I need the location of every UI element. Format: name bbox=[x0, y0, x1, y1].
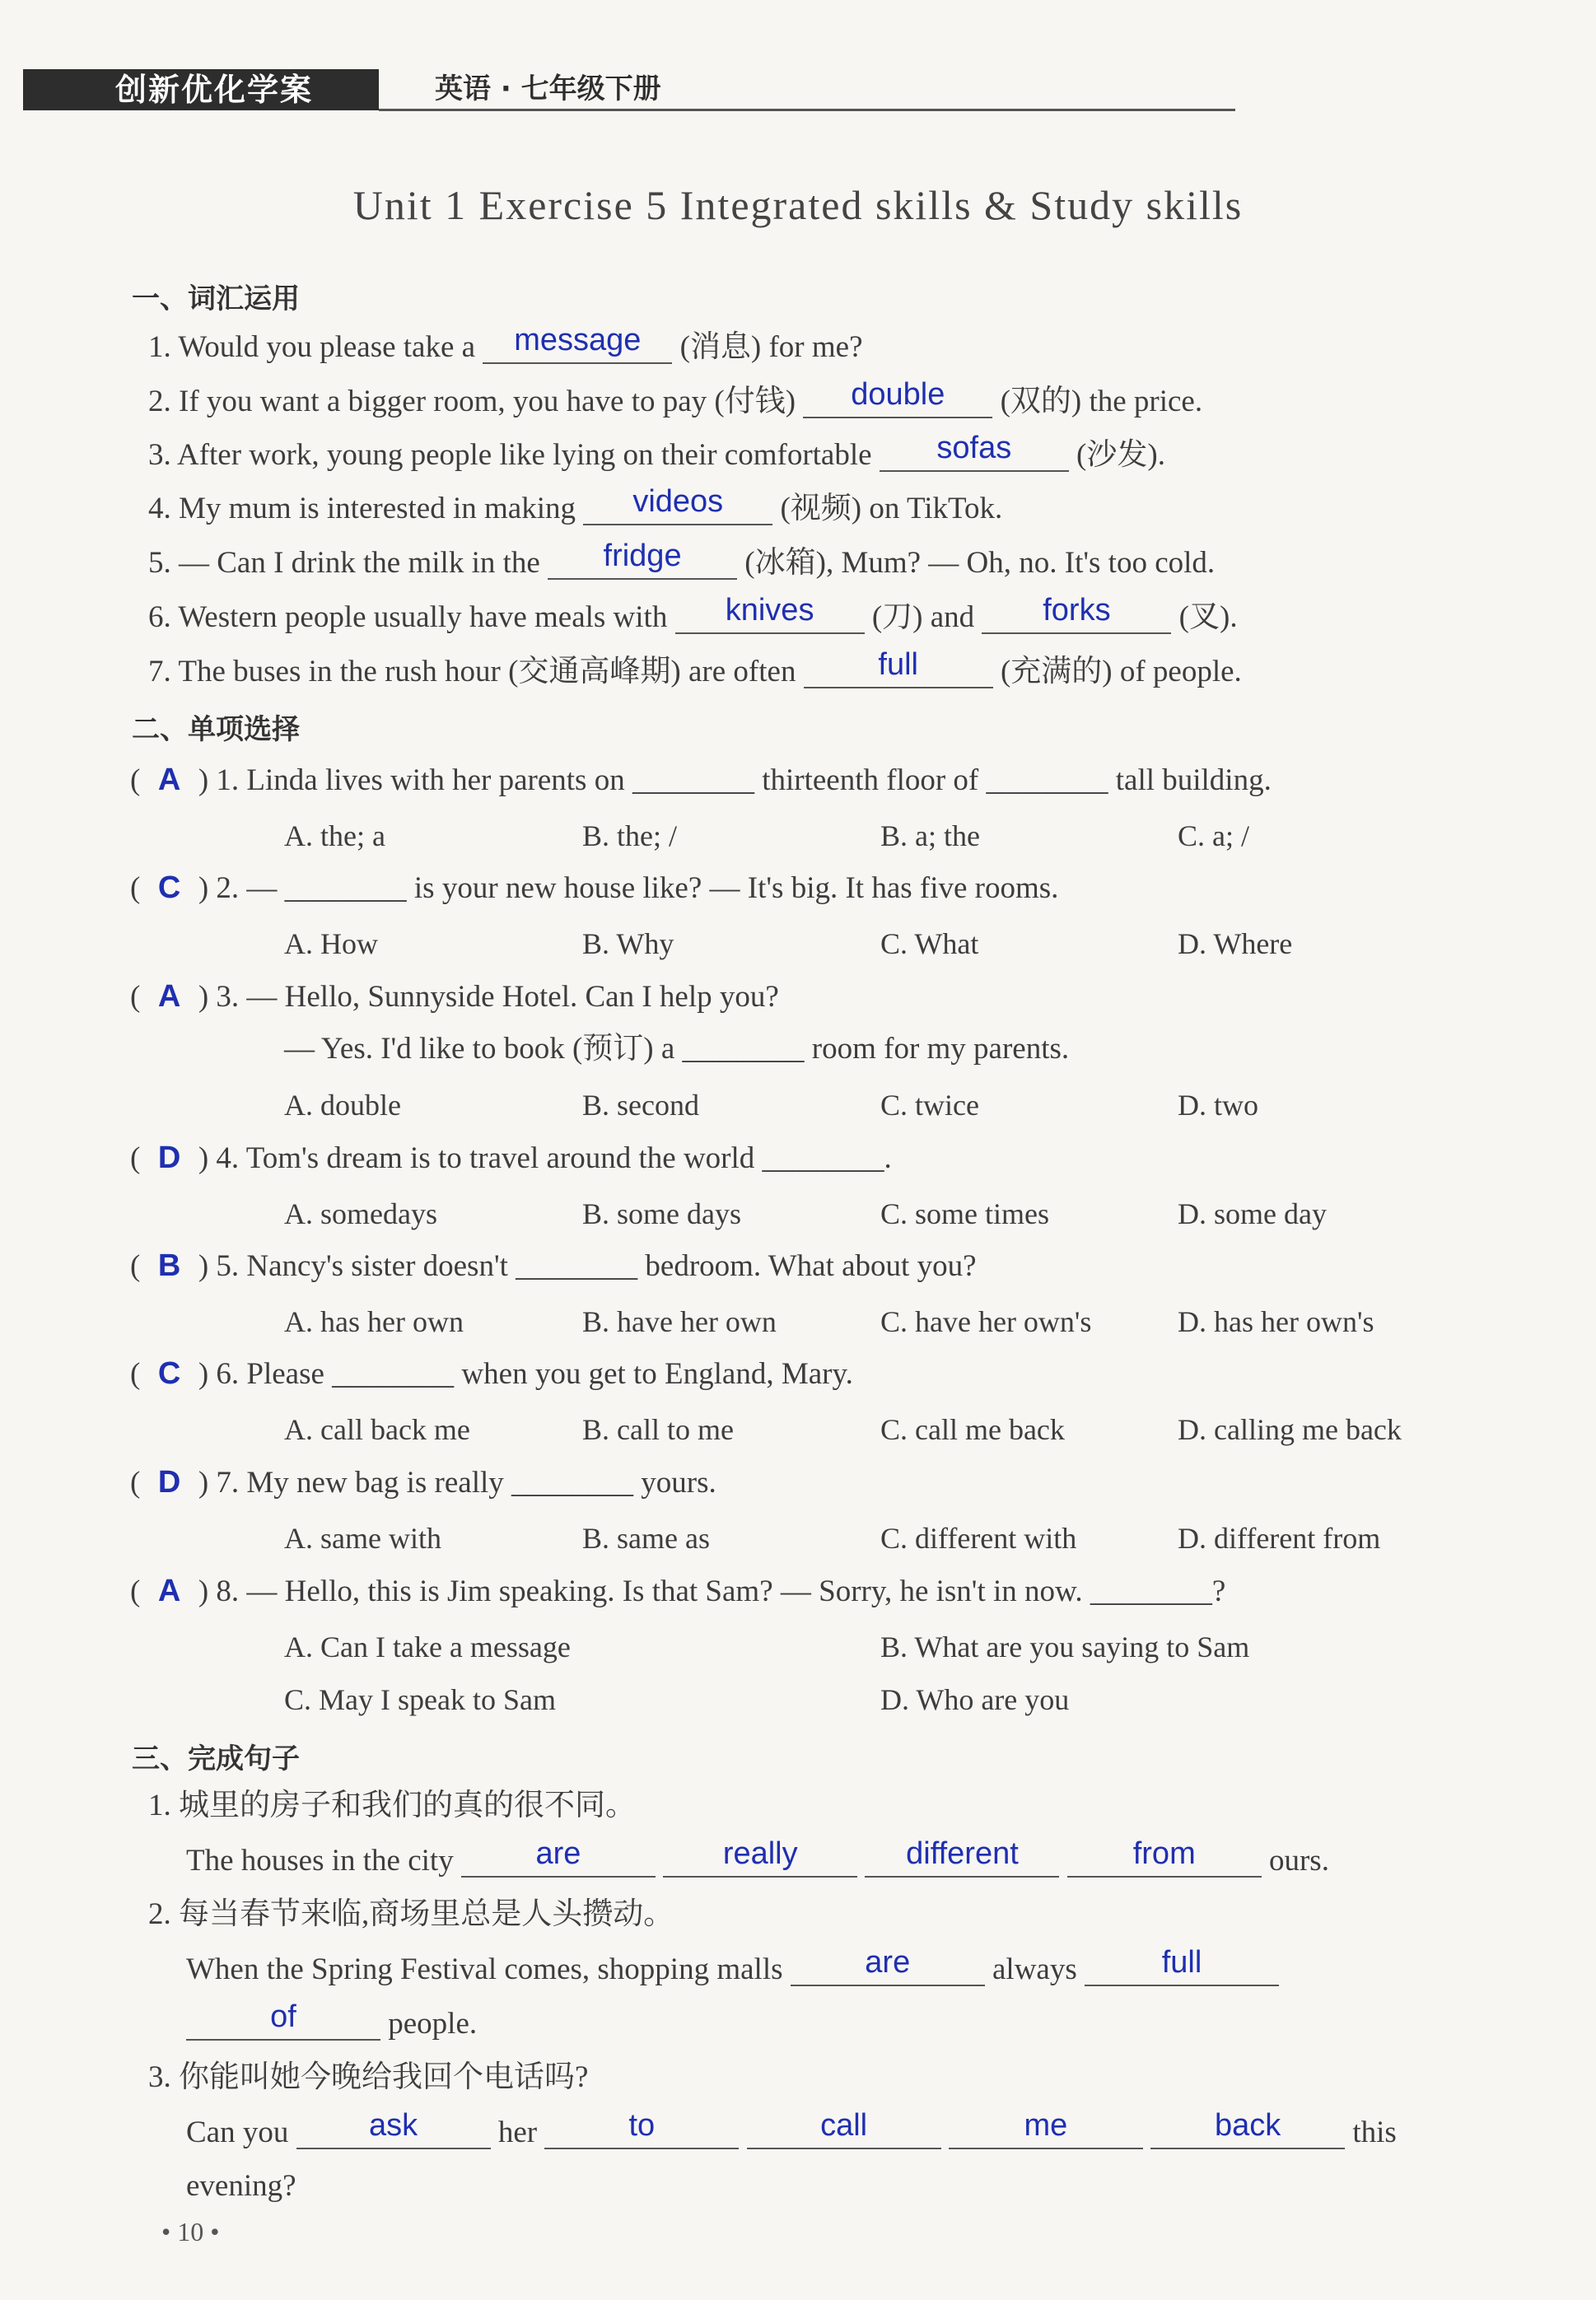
item-number: 2. bbox=[148, 385, 171, 418]
answer-option: A. the; a bbox=[284, 819, 385, 852]
answer-text: sofas bbox=[936, 431, 1012, 465]
sentence-text: this bbox=[1352, 2116, 1397, 2149]
selected-answer: C bbox=[157, 1356, 181, 1391]
item-text: After work, young people like lying on their comfortable bbox=[176, 438, 872, 472]
answer-option: B. Why bbox=[582, 927, 674, 960]
item-text: (刀) and bbox=[871, 600, 975, 634]
sentence-text: When the Spring Festival comes, shopping malls bbox=[186, 1952, 783, 1986]
item-text: (叉). bbox=[1178, 600, 1238, 634]
question-number: 5. bbox=[216, 1249, 240, 1283]
answer-blank bbox=[483, 323, 672, 364]
vocab-item bbox=[148, 431, 1165, 476]
sentence-text: people. bbox=[388, 2007, 478, 2041]
question-text: My new bag is really ________ yours. bbox=[246, 1466, 716, 1500]
translation-en-cont bbox=[186, 1999, 478, 2045]
selected-answer: A bbox=[157, 979, 181, 1014]
answer-option: D. two bbox=[1178, 1089, 1258, 1122]
answer-option: D. different from bbox=[1178, 1522, 1381, 1555]
chinese-sentence: 你能叫她今晚给我回个电话吗? bbox=[179, 2060, 589, 2094]
answer-option: A. How bbox=[284, 927, 378, 960]
answer-option: C. a; / bbox=[1178, 819, 1249, 852]
answer-text: call bbox=[820, 2108, 868, 2143]
translation-en bbox=[186, 2108, 1397, 2153]
answer-option: B. What are you saying to Sam bbox=[880, 1631, 1250, 1663]
item-text: (消息) for me? bbox=[679, 330, 863, 364]
question-line2 bbox=[284, 1029, 1069, 1070]
item-text: (冰箱), Mum? — Oh, no. It's too cold. bbox=[744, 546, 1216, 580]
item-text: — Can I drink the milk in the bbox=[179, 546, 540, 580]
answer-blank bbox=[865, 1836, 1059, 1878]
page-header bbox=[23, 66, 1234, 114]
item-number: 4. bbox=[148, 492, 171, 525]
translation-en bbox=[186, 1945, 1279, 1990]
answer-option: D. some day bbox=[1178, 1197, 1327, 1230]
answer-option: B. a; the bbox=[880, 819, 980, 852]
answer-option: C. have her own's bbox=[880, 1305, 1092, 1338]
answer-text: message bbox=[514, 323, 642, 357]
answer-blank bbox=[747, 2108, 941, 2149]
translation-en bbox=[186, 1836, 1329, 1882]
question-number: 3. bbox=[216, 980, 240, 1014]
answer-text: really bbox=[722, 1836, 798, 1871]
mc-question: ( B ) 5. Nancy's sister doesn't ________ bedroom. What about you? bbox=[130, 1245, 977, 1287]
answer-option: B. the; / bbox=[582, 819, 677, 852]
answer-blank bbox=[791, 1945, 985, 1986]
vocab-item bbox=[148, 484, 1003, 530]
answer-blank bbox=[1150, 2108, 1345, 2149]
answer-blank bbox=[949, 2108, 1143, 2149]
vocab-item bbox=[148, 539, 1216, 584]
item-text: (双的) the price. bbox=[1000, 385, 1203, 418]
selected-answer: A bbox=[157, 763, 181, 797]
answer-option: D. calling me back bbox=[1178, 1413, 1402, 1446]
answer-blank bbox=[982, 593, 1171, 634]
mc-question: ( C ) 2. — ________ is your new house like? — It's big. It has five rooms. bbox=[130, 867, 1058, 909]
selected-answer: B bbox=[157, 1248, 181, 1283]
item-text: (沙发). bbox=[1076, 438, 1165, 472]
answer-option: C. What bbox=[880, 927, 979, 960]
item-text: (充满的) of people. bbox=[1000, 655, 1242, 688]
answer-text: of bbox=[270, 1999, 296, 2034]
translation-cn bbox=[148, 1894, 674, 1935]
section1-heading: 一、词汇运用 bbox=[132, 282, 300, 315]
answer-option: B. some days bbox=[582, 1197, 741, 1230]
vocab-item bbox=[148, 323, 863, 368]
page-number: • 10 • bbox=[161, 2217, 220, 2246]
item-number: 7. bbox=[148, 655, 171, 688]
answer-text: to bbox=[628, 2108, 656, 2143]
section2-heading: 二、单项选择 bbox=[132, 713, 300, 746]
mc-question: ( D ) 4. Tom's dream is to travel around the world ________. bbox=[130, 1137, 892, 1179]
vocab-item bbox=[148, 593, 1238, 638]
item-number: 2. bbox=[148, 1897, 171, 1931]
answer-text: from bbox=[1132, 1836, 1196, 1871]
question-text: — Hello, this is Jim speaking. Is that Sam? — Sorry, he isn't in now. ________? bbox=[246, 1575, 1226, 1608]
brand-band: 创新优化学案 bbox=[23, 69, 379, 110]
subject-label: 英语 · 七年级下册 bbox=[435, 72, 661, 105]
sentence-text: ours. bbox=[1268, 1844, 1329, 1878]
chinese-sentence: 城里的房子和我们的真的很不同。 bbox=[179, 1789, 636, 1822]
answer-blank bbox=[803, 377, 992, 418]
question-number: 7. bbox=[216, 1466, 240, 1500]
answer-text: are bbox=[535, 1836, 581, 1871]
item-number: 3. bbox=[148, 438, 171, 472]
answer-option: A. somedays bbox=[284, 1197, 437, 1230]
selected-answer: A bbox=[157, 1574, 181, 1608]
item-number: 1. bbox=[148, 1789, 171, 1822]
item-number: 1. bbox=[148, 330, 171, 364]
answer-option: C. call me back bbox=[880, 1413, 1065, 1446]
question-number: 2. bbox=[216, 871, 240, 905]
answer-option: C. twice bbox=[880, 1089, 979, 1122]
answer-text: back bbox=[1214, 2108, 1281, 2143]
mc-question: ( D ) 7. My new bag is really ________ yours. bbox=[130, 1462, 716, 1504]
translation-cn bbox=[148, 2057, 588, 2098]
item-text: My mum is interested in making bbox=[179, 492, 576, 525]
item-text: (视频) on TikTok. bbox=[780, 492, 1003, 525]
header-rule bbox=[379, 109, 1235, 111]
item-number: 6. bbox=[148, 600, 171, 634]
translation-en-cont bbox=[186, 2166, 296, 2207]
question-text: Tom's dream is to travel around the world ________. bbox=[245, 1141, 892, 1175]
answer-option: B. call to me bbox=[582, 1413, 734, 1446]
question-text: Nancy's sister doesn't ________ bedroom. What about you? bbox=[246, 1249, 977, 1283]
question-text: Linda lives with her parents on ________ thirteenth floor of ________ tall building. bbox=[246, 763, 1272, 797]
answer-option: A. has her own bbox=[284, 1305, 464, 1338]
question-text: — ________ is your new house like? — It's big. It has five rooms. bbox=[246, 871, 1059, 905]
answer-option: A. double bbox=[284, 1089, 401, 1122]
answer-text: ask bbox=[369, 2108, 418, 2143]
question-text: Please ________ when you get to England, Mary. bbox=[246, 1357, 853, 1391]
sentence-text: evening? bbox=[186, 2169, 296, 2203]
answer-text: double bbox=[851, 377, 945, 412]
mc-question: ( A ) 3. — Hello, Sunnyside Hotel. Can I help you? bbox=[130, 976, 779, 1018]
item-number: 5. bbox=[148, 546, 171, 580]
answer-option: B. have her own bbox=[582, 1305, 777, 1338]
answer-blank bbox=[461, 1836, 656, 1878]
selected-answer: C bbox=[157, 870, 181, 905]
chinese-sentence: 每当春节来临,商场里总是人头攒动。 bbox=[179, 1897, 674, 1931]
answer-text: me bbox=[1024, 2108, 1068, 2143]
answer-blank bbox=[296, 2108, 491, 2149]
answer-option: B. second bbox=[582, 1089, 699, 1122]
answer-option: A. same with bbox=[284, 1522, 441, 1555]
answer-option: C. May I speak to Sam bbox=[284, 1683, 556, 1716]
page-title: Unit 1 Exercise 5 Integrated skills & Study skills bbox=[352, 182, 1244, 228]
answer-blank bbox=[583, 484, 772, 525]
answer-option: C. different with bbox=[880, 1522, 1077, 1555]
answer-blank bbox=[675, 593, 865, 634]
question-number: 4. bbox=[216, 1141, 240, 1175]
answer-option: B. same as bbox=[582, 1522, 710, 1555]
answer-text: knives bbox=[725, 593, 814, 627]
answer-option: D. Where bbox=[1178, 927, 1293, 960]
answer-blank bbox=[663, 1836, 857, 1878]
sentence-text: Can you bbox=[186, 2116, 289, 2149]
answer-text: full bbox=[1161, 1945, 1202, 1980]
sentence-text: her bbox=[497, 2116, 538, 2149]
answer-text: full bbox=[878, 647, 918, 682]
question-text: — Hello, Sunnyside Hotel. Can I help you? bbox=[246, 980, 779, 1014]
answer-blank bbox=[804, 647, 993, 688]
answer-blank bbox=[880, 431, 1069, 472]
translation-cn bbox=[148, 1785, 636, 1826]
answer-text: are bbox=[865, 1945, 911, 1980]
question-text: — Yes. I'd like to book (预订) a ________ room for my parents. bbox=[284, 1032, 1070, 1066]
item-text: If you want a bigger room, you have to pay (付钱) bbox=[179, 385, 796, 418]
section3-heading: 三、完成句子 bbox=[132, 1742, 300, 1775]
answer-option: C. some times bbox=[880, 1197, 1049, 1230]
answer-option: D. has her own's bbox=[1178, 1305, 1374, 1338]
answer-blank bbox=[1085, 1945, 1279, 1986]
mc-question: ( A ) 1. Linda lives with her parents on ________ thirteenth floor of ________ tall building. bbox=[130, 759, 1272, 801]
vocab-item bbox=[148, 647, 1242, 693]
item-number: 3. bbox=[148, 2060, 171, 2094]
item-text: Western people usually have meals with bbox=[178, 600, 668, 634]
answer-text: videos bbox=[632, 484, 724, 519]
answer-blank bbox=[1067, 1836, 1262, 1878]
answer-blank bbox=[186, 1999, 380, 2041]
sentence-text: always bbox=[992, 1952, 1077, 1986]
selected-answer: D bbox=[157, 1465, 181, 1500]
question-number: 1. bbox=[216, 763, 240, 797]
mc-question: ( C ) 6. Please ________ when you get to England, Mary. bbox=[130, 1353, 853, 1395]
answer-text: different bbox=[906, 1836, 1019, 1871]
question-number: 6. bbox=[216, 1357, 240, 1391]
item-text: Would you please take a bbox=[178, 330, 476, 364]
item-text: The buses in the rush hour (交通高峰期) are often bbox=[178, 655, 796, 688]
question-number: 8. bbox=[216, 1575, 240, 1608]
sentence-text: The houses in the city bbox=[186, 1844, 454, 1878]
answer-text: fridge bbox=[603, 539, 682, 573]
answer-option: A. Can I take a message bbox=[284, 1631, 571, 1663]
answer-blank bbox=[548, 539, 737, 580]
vocab-item bbox=[148, 377, 1203, 422]
answer-option: A. call back me bbox=[284, 1413, 470, 1446]
answer-text: forks bbox=[1043, 593, 1111, 627]
mc-question: ( A ) 8. — Hello, this is Jim speaking. Is that Sam? — Sorry, he isn't in now. ________? bbox=[130, 1570, 1225, 1612]
answer-blank bbox=[544, 2108, 739, 2149]
selected-answer: D bbox=[157, 1141, 181, 1175]
answer-option: D. Who are you bbox=[880, 1683, 1070, 1716]
